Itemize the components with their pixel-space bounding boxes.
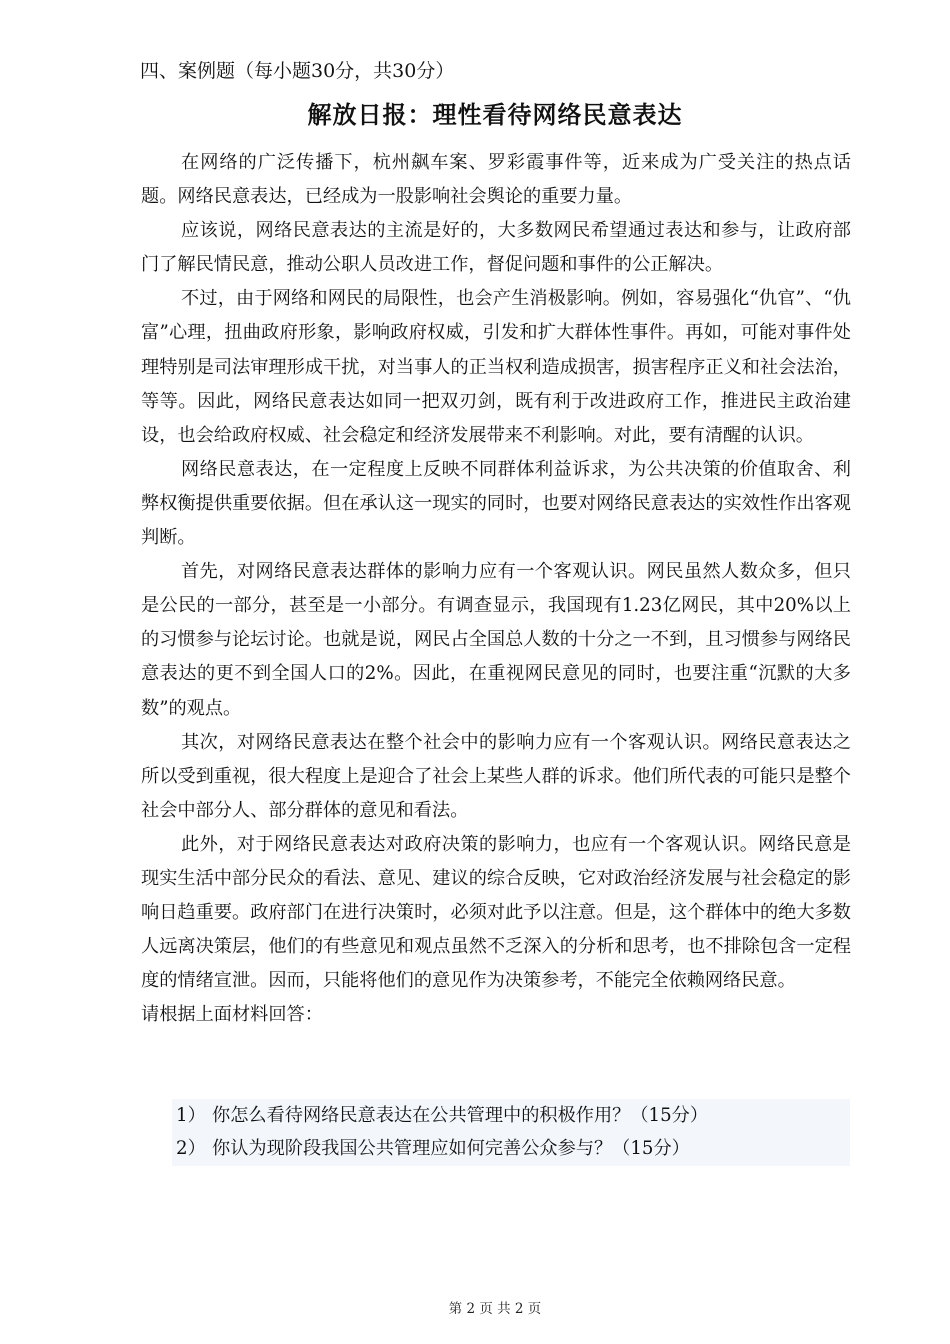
question-text: 你怎么看待网络民意表达在公共管理中的积极作用？（15分） [212, 1105, 709, 1126]
page-footer: 第 2 页 共 2 页 [448, 1301, 542, 1317]
question-item [172, 1132, 850, 1165]
paragraph: 此外，对于网络民意表达对政府决策的影响力，也应有一个客观认识。网络民意是现实生活中部分民众的看法、意见、建议的综合反映，它对政治经济发展与社会稳定的影响日趋重要。政府部门在进行决策时，必须对此予以注意。但是，这个群体中的绝大多数人远离决策层，他们的有些意见和观点虽然不乏深入的分析和思考，也不排除包含一定程度的情绪宣泄。因而，只能将他们的意见作为决策参考，不能完全依赖网络民意。 [141, 833, 851, 992]
paragraph: 其次，对网络民意表达在整个社会中的影响力应有一个客观认识。网络民意表达之所以受到重视，很大程度上是迎合了社会上某些人群的诉求。他们所代表的可能只是整个社会中部分人、部分群体的意见和看法。 [141, 731, 851, 821]
section-heading: 四、案例题（每小题30分，共30分） [140, 60, 455, 82]
question-number: 2） [176, 1138, 206, 1159]
paragraph: 首先，对网络民意表达群体的影响力应有一个客观认识。网民虽然人数众多，但只是公民的一部分，甚至是一小部分。有调查显示，我国现有1.23亿网民，其中20%以上的习惯参与论坛讨论。也就是说，网民占全国总人数的十分之一不到，且习惯参与网络民意表达的更不到全国人口的2%。因此，在重视网民意见的同时，也要注重“沉默的大多数”的观点。 [141, 561, 851, 719]
article-body [141, 146, 851, 1032]
paragraph: 不过，由于网络和网民的局限性，也会产生消极影响。例如，容易强化“仇官”、“仇富”心理，扭曲政府形象，影响政府权威，引发和扩大群体性事件。再如，可能对事件处理特别是司法审理形成干扰，对当事人的正当权利造成损害，损害程序正义和社会法治，等等。因此，网络民意表达如同一把双刃剑，既有利于改进政府工作，推进民主政治建设，也会给政府权威、社会稳定和经济发展带来不利影响。对此，要有清醒的认识。 [141, 288, 851, 446]
question-number: 1） [176, 1105, 206, 1126]
question-text: 你认为现阶段我国公共管理应如何完善公众参与？（15分） [212, 1138, 690, 1159]
question-item [172, 1099, 850, 1132]
paragraph: 在网络的广泛传播下，杭州飙车案、罗彩霞事件等，近来成为广受关注的热点话题。网络民意表达，已经成为一股影响社会舆论的重要力量。 [141, 152, 851, 208]
question-list [172, 1099, 850, 1166]
article-title: 解放日报：理性看待网络民意表达 [307, 101, 683, 129]
paragraph: 应该说，网络民意表达的主流是好的，大多数网民希望通过表达和参与，让政府部门了解民情民意，推动公职人员改进工作，督促问题和事件的公正解决。 [141, 220, 851, 276]
answer-prompt: 请根据上面材料回答： [141, 1004, 323, 1026]
paragraph: 网络民意表达，在一定程度上反映不同群体利益诉求，为公共决策的价值取舍、利弊权衡提供重要依据。但在承认这一现实的同时，也要对网络民意表达的实效性作出客观判断。 [141, 458, 851, 549]
